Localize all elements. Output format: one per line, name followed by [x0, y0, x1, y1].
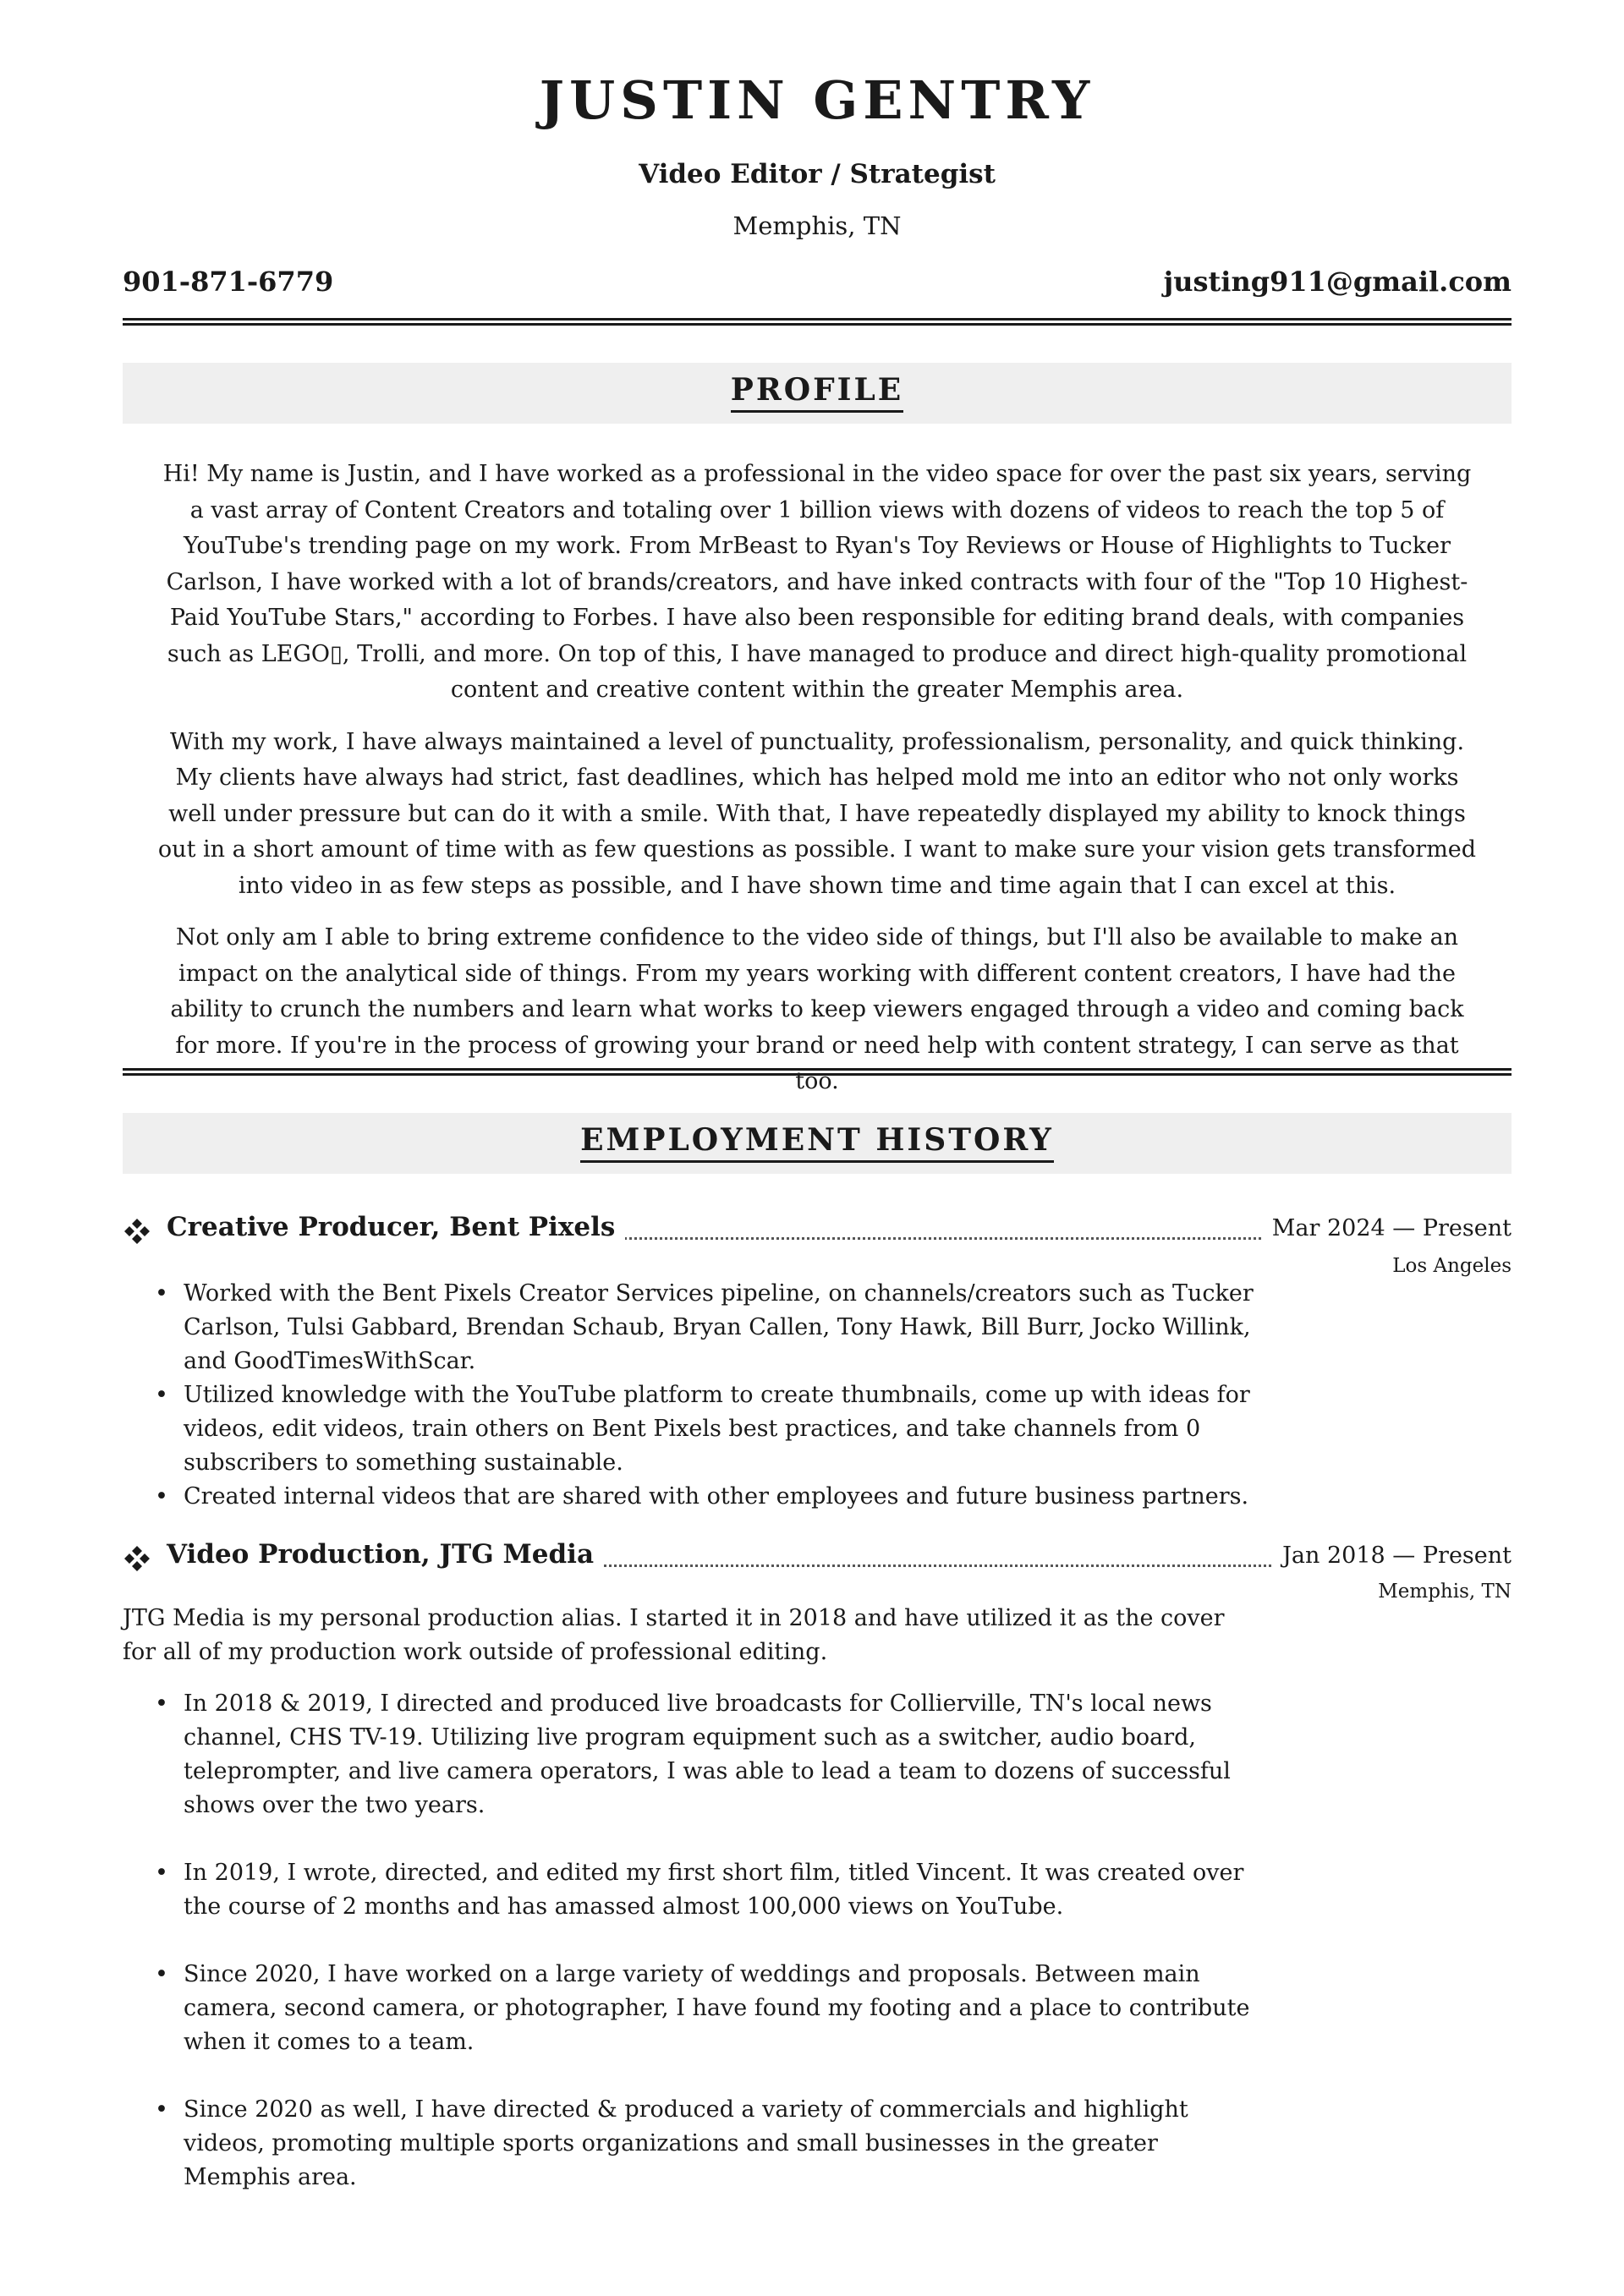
- candidate-name: JUSTIN GENTRY: [539, 69, 1095, 131]
- job-city: Los Angeles: [1392, 1255, 1512, 1277]
- profile-divider: [123, 1068, 1512, 1076]
- job-city: Memphis, TN: [1378, 1581, 1512, 1603]
- profile-section-header: [123, 363, 1512, 424]
- job-summary: JTG Media is my personal production alias. I started it in 2018 and have utilized it as the cover for all of my production work outside of professional editing.: [123, 1605, 1225, 1665]
- header-divider: [123, 318, 1512, 326]
- list-item: • Since 2020, I have worked on a large variety of weddings and proposals. Between main camera, second camera, or photographer, I have found my footing and a place to contribute when it comes to a team.: [123, 1958, 1256, 2059]
- job-title: Creative Producer, Bent Pixels: [167, 1212, 625, 1243]
- email-address[interactable]: justing911@gmail.com: [1163, 266, 1512, 298]
- dotted-leader: [562, 1564, 1309, 1567]
- job-header: [123, 1539, 1512, 1576]
- list-item: • Utilized knowledge with the YouTube platform to create thumbnails, come up with ideas for videos, edit videos, train others on Bent Pixels best practices, and take channels from 0 subscribers to something sustainable.: [123, 1378, 1256, 1480]
- profile-text: [156, 457, 1478, 1116]
- profile-heading: PROFILE: [731, 374, 904, 414]
- list-item: • Since 2020 as well, I have directed & produced a variety of commercials and highlight videos, promoting multiple sports organizations and small businesses in the greater Memphis area.: [123, 2093, 1256, 2195]
- employment-section-header: [123, 1113, 1512, 1174]
- job-dates: Jan 2018 — Present: [1274, 1543, 1512, 1570]
- profile-paragraph: With my work, I have always maintained a level of punctuality, professionalism, personality, and quick thinking. My clients have always had strict, fast deadlines, which has helped mold me into an editor who not only works well under pressure but can do it with a smile. With that, I have repeatedly displayed my ability to knock things out in a short amount of time with as few questions as possible. I want to make sure your vision gets transformed into video in as few steps as possible, and I have shown time and time again that I can excel at this.: [157, 728, 1477, 899]
- candidate-location: Memphis, TN: [732, 211, 902, 240]
- job-dates: Mar 2024 — Present: [1264, 1215, 1512, 1242]
- four-diamond-icon: [123, 1544, 151, 1573]
- job-title: Video Production, JTG Media: [167, 1539, 604, 1570]
- list-item: • Worked with the Bent Pixels Creator Services pipeline, on channels/creators such as Tucker Carlson, Tulsi Gabbard, Brendan Schaub, Bryan Callen, Tony Hawk, Bill Burr, Jocko Willink, and GoodTimesWithScar.: [123, 1277, 1256, 1378]
- candidate-title: Video Editor / Strategist: [639, 159, 996, 189]
- four-diamond-icon: [123, 1217, 151, 1246]
- list-item: • In 2019, I wrote, directed, and edited my first short film, titled Vincent. It was created over the course of 2 months and has amassed almost 100,000 views on YouTube.: [123, 1856, 1256, 1924]
- dotted-leader: [562, 1237, 1309, 1240]
- list-item: • In 2018 & 2019, I directed and produced live broadcasts for Collierville, TN's local news channel, CHS TV-19. Utilizing live program equipment such as a switcher, audio board, teleprompter, and live camera operators, I was able to lead a team to dozens of successful shows over the two years.: [123, 1687, 1256, 1822]
- list-item: • Created internal videos that are shared with other employees and future business partners.: [123, 1480, 1256, 1514]
- job-header: [123, 1212, 1512, 1249]
- employment-heading: EMPLOYMENT HISTORY: [580, 1124, 1054, 1164]
- job-bullet-list: [123, 1277, 1256, 1514]
- phone-number[interactable]: 901-871-6779: [123, 266, 334, 298]
- profile-paragraph: Not only am I able to bring extreme confidence to the video side of things, but I'll also be available to make an impact on the analytical side of things. From my years working with different content creators, I have had the ability to crunch the numbers and learn what works to keep viewers engaged through a video and coming back for more. If you're in the process of growing your brand or need help with content strategy, I can serve as that too.: [170, 924, 1464, 1094]
- job-bullet-list: [123, 1687, 1256, 2228]
- profile-paragraph: Hi! My name is Justin, and I have worked as a professional in the video space for over the past six years, serving a vast array of Content Creators and totaling over 1 billion views with dozens of videos to reach the top 5 of YouTube's trending page on my work. From MrBeast to Ryan's Toy Reviews or House of Highlights to Tucker Carlson, I have worked with a lot of brands/creators, and have inked contracts with four of the "Top 10 Highest-Paid YouTube Stars," according to Forbes. I have also been responsible for editing brand deals, with companies such as LEGO▯, Trolli, and more. On top of this, I have managed to produce and direct high-quality promotional content and creative content within the greater Memphis area.: [162, 461, 1472, 703]
